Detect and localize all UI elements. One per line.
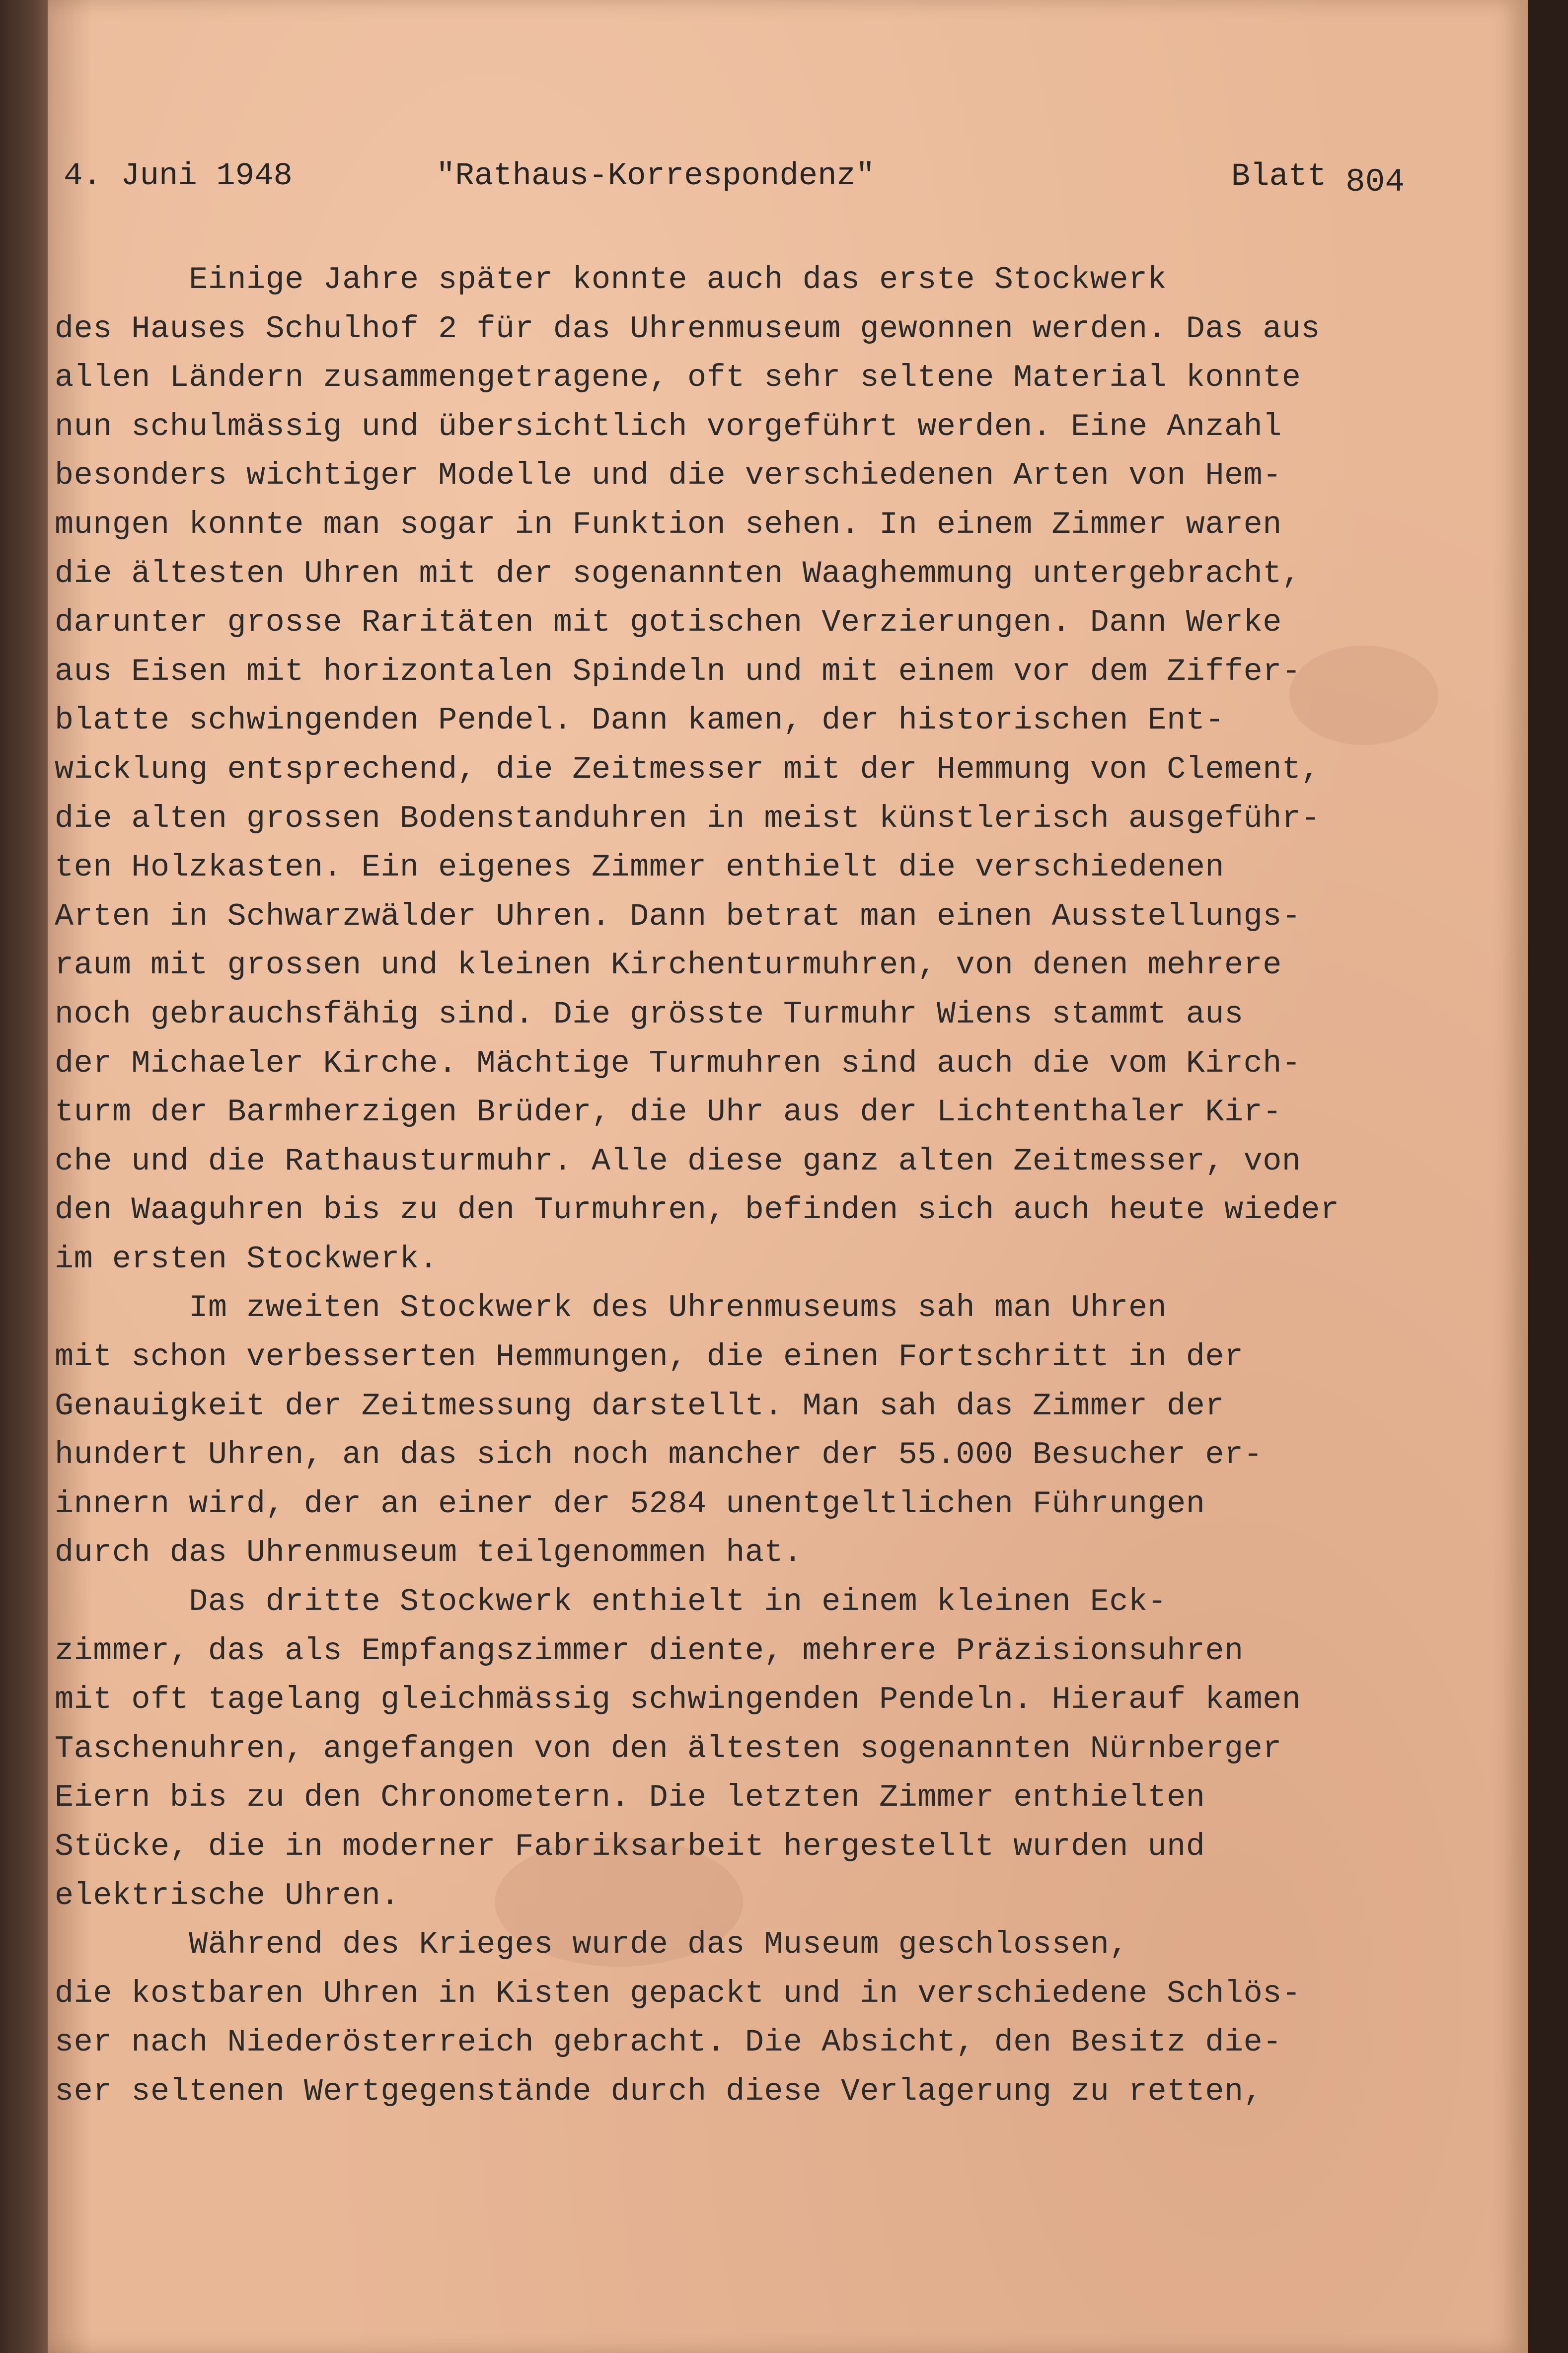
text-line: mit schon verbesserten Hemmungen, die einen Fortschritt in der	[55, 1339, 1244, 1376]
typewritten-body	[55, 256, 1460, 2117]
text-line: mungen konnte man sogar in Funktion sehen. In einem Zimmer waren	[55, 507, 1282, 543]
text-line: zimmer, das als Empfangszimmer diente, mehrere Präzisionsuhren	[55, 1633, 1244, 1669]
text-line: die alten grossen Bodenstanduhren in meist künstlerisch ausgeführ-	[55, 801, 1321, 837]
text-line: ten Holzkasten. Ein eigenes Zimmer enthielt die verschiedenen	[55, 850, 1224, 886]
page-header	[64, 149, 1405, 204]
text-line: Im zweiten Stockwerk des Uhrenmuseums sah man Uhren	[55, 1290, 1167, 1326]
text-line: den Waaguhren bis zu den Turmuhren, befinden sich auch heute wieder	[55, 1192, 1340, 1229]
text-line: Arten in Schwarzwälder Uhren. Dann betrat man einen Ausstellungs-	[55, 898, 1301, 935]
text-line: hundert Uhren, an das sich noch mancher der 55.000 Besucher er-	[55, 1437, 1263, 1473]
text-line: Während des Krieges wurde das Museum geschlossen,	[55, 1927, 1128, 1963]
text-line: raum mit grossen und kleinen Kirchenturmuhren, von denen mehrere	[55, 948, 1282, 984]
text-line: mit oft tagelang gleichmässig schwingenden Pendeln. Hierauf kamen	[55, 1682, 1301, 1718]
text-line: innern wird, der an einer der 5284 unentgeltlichen Führungen	[55, 1486, 1205, 1522]
text-line: der Michaeler Kirche. Mächtige Turmuhren sind auch die vom Kirch-	[55, 1045, 1301, 1082]
sheet-label: Blatt	[1231, 159, 1327, 195]
text-line: Einige Jahre später konnte auch das erste Stockwerk	[55, 262, 1167, 298]
header-date: 4. Juni 1948	[64, 158, 293, 194]
text-line: wicklung entsprechend, die Zeitmesser mit der Hemmung von Clement,	[55, 751, 1321, 788]
text-line: allen Ländern zusammengetragene, oft sehr seltene Material konnte	[55, 360, 1301, 396]
text-line: die kostbaren Uhren in Kisten gepackt und in verschiedene Schlös-	[55, 1976, 1301, 2012]
header-sheet	[1231, 149, 1405, 204]
text-line: turm der Barmherzigen Brüder, die Uhr aus der Lichtenthaler Kir-	[55, 1095, 1282, 1131]
text-line: darunter grosse Raritäten mit gotischen Verzierungen. Dann Werke	[55, 605, 1282, 641]
text-line: die ältesten Uhren mit der sogenannten Waaghemmung untergebracht,	[55, 556, 1301, 592]
text-line: blatte schwingenden Pendel. Dann kamen, der historischen Ent-	[55, 703, 1224, 739]
text-line: durch das Uhrenmuseum teilgenommen hat.	[55, 1535, 803, 1571]
text-line: ser nach Niederösterreich gebracht. Die Absicht, den Besitz die-	[55, 2025, 1282, 2061]
text-line: Eiern bis zu den Chronometern. Die letzten Zimmer enthielten	[55, 1780, 1205, 1816]
sheet-number: 804	[1345, 163, 1405, 201]
text-line: Stücke, die in moderner Fabriksarbeit hergestellt wurden und	[55, 1829, 1205, 1865]
text-line: che und die Rathausturmuhr. Alle diese ganz alten Zeitmesser, von	[55, 1143, 1301, 1179]
page-edge-shadow	[1528, 0, 1568, 2353]
text-line: im ersten Stockwerk.	[55, 1241, 439, 1277]
text-line: ser seltenen Wertgegenstände durch diese Verlagerung zu retten,	[55, 2073, 1263, 2110]
text-line: Genauigkeit der Zeitmessung darstellt. Man sah das Zimmer der	[55, 1388, 1224, 1424]
text-line: besonders wichtiger Modelle und die verschiedenen Arten von Hem-	[55, 458, 1282, 494]
text-line: Taschenuhren, angefangen von den ältesten sogenannten Nürnberger	[55, 1731, 1282, 1767]
text-line: des Hauses Schulhof 2 für das Uhrenmuseum gewonnen werden. Das aus	[55, 311, 1321, 347]
text-line: aus Eisen mit horizontalen Spindeln und mit einem vor dem Ziffer-	[55, 654, 1301, 690]
text-line: nun schulmässig und übersichtlich vorgeführt werden. Eine Anzahl	[55, 409, 1282, 445]
text-line: elektrische Uhren.	[55, 1878, 400, 1914]
text-line: noch gebrauchsfähig sind. Die grösste Turmuhr Wiens stammt aus	[55, 996, 1244, 1032]
text-line: Das dritte Stockwerk enthielt in einem kleinen Eck-	[55, 1584, 1167, 1620]
header-title: "Rathaus-Korrespondenz"	[436, 158, 875, 194]
